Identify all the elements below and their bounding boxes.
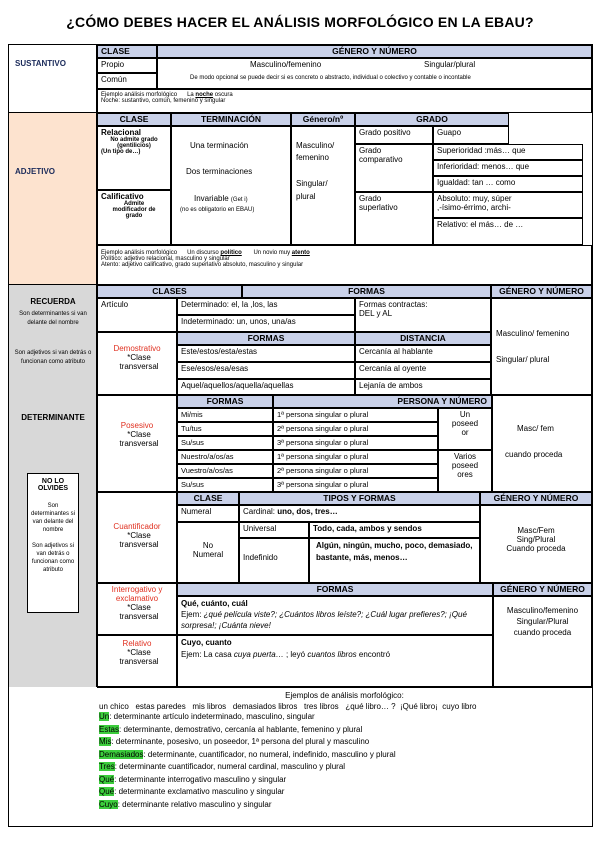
sust-sing-plural: Singular/plural xyxy=(424,60,476,69)
adj-t1: Una terminación xyxy=(190,141,249,150)
ejemplo-word: Qué xyxy=(99,787,115,796)
recuerda-label: RECUERDA xyxy=(30,297,76,306)
art-gn-header: GÉNERO Y NÚMERO xyxy=(491,285,592,298)
posesivo-label: Posesivo xyxy=(120,421,154,430)
cuant-gn-cell: Masc/Fem Sing/Plural Cuando proceda xyxy=(480,505,592,583)
adj-ej3: Atento: adjetivo calificativo, grado superlativo absoluto, masculino y singular xyxy=(101,262,304,268)
sust-ej1: Ejemplo análisis morfológico La noche oscura xyxy=(101,92,233,98)
adj-ej1: Ejemplo análisis morfológico Un discurso político Un novio muy atento xyxy=(101,250,310,256)
adj-positivo: Grado positivo xyxy=(355,126,433,144)
interrogativo-clase: *Clase transversal xyxy=(119,603,159,621)
pos-forma: Su/sus xyxy=(177,478,273,492)
cuant-indef-f: Algún, ningún, mucho, poco, demasiado, bastante, más, menos… xyxy=(309,538,480,583)
cuant-numeral: Numeral xyxy=(177,505,239,522)
recuerda-note1: Son determinantes si van delante del nombre xyxy=(19,311,87,326)
pos-persona: 2ª persona singular o plural xyxy=(273,422,438,436)
cuantificador-cell xyxy=(97,492,177,583)
sust-note: De modo opcional se puede decir si es concreto o abstracto, individual o colectivo y contable o incontable xyxy=(190,75,471,81)
adj-t3: Invariable (Get i) xyxy=(194,194,248,203)
int-formas: Qué, cuánto, cuál xyxy=(181,599,248,608)
cuantificador-clase: *Clase transversal xyxy=(119,531,159,549)
art-contractas: Formas contractas: DEL y AL xyxy=(355,298,491,332)
adj-gen-header: Género/nº xyxy=(291,113,355,126)
pos-forma: Vuestro/a/os/as xyxy=(177,464,273,478)
demostrativo-clase: *Clase transversal xyxy=(119,353,159,371)
interrogativo-cell xyxy=(97,583,177,635)
ejemplo-text: : determinante relativo masculino y singular xyxy=(117,799,272,809)
adj-example xyxy=(97,245,592,285)
dem-f3: Aquel/aquellos/aquella/aquellas xyxy=(177,379,355,395)
cuantificador-label: Cuantificador xyxy=(113,522,161,531)
nolo-note1: Son determinantes si van delante del nombre xyxy=(30,503,76,533)
pos-forma: Nuestro/a/os/as xyxy=(177,450,273,464)
ejemplo-item xyxy=(99,724,592,737)
ejemplo-text: : determinante cuantificador, numeral cardinal, masculino y plural xyxy=(114,762,346,771)
adj-term-header: TERMINACIÓN xyxy=(171,113,291,126)
art-gn1: Masculino/ femenino xyxy=(496,329,570,338)
ejemplo-item xyxy=(99,761,592,774)
nolo-note2: Son adjetivos si van detrás o funcionan como atributo xyxy=(31,543,75,573)
cuant-universal: Universal xyxy=(239,522,309,538)
ejemplo-item xyxy=(99,749,592,762)
pos-gn-cell xyxy=(492,395,592,492)
pos-varios-poseedores: Varios poseed ores xyxy=(438,450,492,492)
ejemplo-word: Demasiados xyxy=(99,749,144,759)
pos-formas-header: FORMAS xyxy=(177,395,273,408)
adj-positivo-ej: Guapo xyxy=(433,126,509,144)
adj-g2: femenino xyxy=(296,153,329,162)
sust-masc-fem: Masculino/femenino xyxy=(250,60,322,69)
ejemplo-item xyxy=(99,774,592,787)
ejemplo-word: Mis xyxy=(99,737,112,746)
ejemplo-item xyxy=(99,786,592,799)
recuerda-note2: Son adjetivos si van detrás o funcionan como atributo xyxy=(14,350,92,365)
cuant-indefinido: Indefinido xyxy=(239,538,309,583)
ejemplo-word: Un xyxy=(99,712,110,721)
dem-d3: Lejanía de ambos xyxy=(355,379,491,395)
ejemplo-text: : determinante artículo indeterminado, masculino, singular xyxy=(109,712,315,721)
sust-ej2: Noche: sustantivo, común, femenino y singular xyxy=(101,98,226,104)
cuant-universal-f: Todo, cada, ambos y sendos xyxy=(309,522,480,538)
adj-igu-comp: Igualdad: tan … como xyxy=(433,176,583,192)
dem-d2: Cercanía al oyente xyxy=(355,362,491,379)
adj-relacional-cell xyxy=(97,126,171,190)
dem-formas-header: FORMAS xyxy=(177,332,355,345)
cuant-gn-header: GÉNERO Y NÚMERO xyxy=(480,492,592,505)
adj-cal-note1: Admite xyxy=(123,201,145,207)
adj-genero-cell xyxy=(291,126,355,245)
pos-forma: Su/sus xyxy=(177,436,273,450)
ejemplo-text: : determinante exclamativo masculino y singular xyxy=(114,787,285,796)
cuant-tipos-header: TIPOS Y FORMAS xyxy=(239,492,480,505)
int-gn-cell: Masculino/femenino Singular/Plural cuando proceda xyxy=(493,596,592,687)
int-formas-header: FORMAS xyxy=(177,583,493,596)
relativo-label: Relativo xyxy=(122,639,152,648)
int-ejemplo: Ejem: ¿qué película viste?; ¿Cuántos libros leíste?; ¿Cuál lugar prefieres?; ¡Qué sorpresa!; ¡Cuánta nieve! xyxy=(181,610,467,630)
cuant-no-numeral: No Numeral xyxy=(177,522,239,583)
interrogativo-label2: exclamativo xyxy=(115,594,159,603)
art-det: Determinado: el, la ,los, las xyxy=(177,298,355,315)
relativo-clase: *Clase transversal xyxy=(119,648,159,666)
cuant-clase-header: CLASE xyxy=(177,492,239,505)
adj-cal-note2: modificador de xyxy=(112,207,156,213)
determinante-left-col xyxy=(9,285,97,687)
ejemplo-text: : determinante, demostrativo, cercanía al hablante, femenino y plural xyxy=(119,724,363,734)
ejemplos-title: Ejemplos de análisis morfológico: xyxy=(285,691,404,700)
sustantivo-label: SUSTANTIVO xyxy=(15,59,66,68)
pos-forma: Tu/tus xyxy=(177,422,273,436)
main-table xyxy=(8,44,593,827)
adj-cal-note3: grado xyxy=(125,213,143,219)
adj-terminacion-cell xyxy=(171,126,291,245)
pos-persona: 1ª persona singular o plural xyxy=(273,408,438,422)
adj-rel-note1: No admite grado xyxy=(110,137,158,143)
pos-persona: 3ª persona singular o plural xyxy=(273,478,438,492)
nolo-2: OLVIDES xyxy=(37,485,69,492)
no-lo-olvides-box xyxy=(27,473,79,613)
pos-persona: 3ª persona singular o plural xyxy=(273,436,438,450)
int-gn-header: GÉNERO Y NÚMERO xyxy=(493,583,592,596)
adj-g3: Singular/ xyxy=(296,179,328,188)
ejemplos-frase: un chico estas paredes mis libros demasiados libros tres libros ¿qué libro… ? ¡Qué libro¡ cuyo libro xyxy=(99,702,477,711)
sust-propio: Propio xyxy=(97,58,157,73)
art-gn-cell xyxy=(491,298,592,395)
demostrativo-label: Demostrativo xyxy=(113,344,161,353)
interrogativo-label1: Interrogativo y xyxy=(111,585,163,594)
nolo-1: NO LO xyxy=(41,478,65,485)
adj-relativo-sup: Relativo: el más… de … xyxy=(433,218,583,245)
ejemplo-item xyxy=(99,711,592,724)
pos-persona: 1ª persona singular o plural xyxy=(273,450,438,464)
dem-dist-header: DISTANCIA xyxy=(355,332,491,345)
ejemplos-list xyxy=(97,711,592,811)
ejemplo-text: : determinante interrogativo masculino y singular xyxy=(114,774,287,784)
demostrativo-cell xyxy=(97,332,177,395)
pos-un-poseedor: Un poseed or xyxy=(438,408,492,450)
page-title: ¿CÓMO DEBES HACER EL ANÁLISIS MORFOLÓGICO EN LA EBAU? xyxy=(66,14,534,30)
sustantivo-label-cell xyxy=(9,45,97,113)
dem-f2: Ese/esos/esa/esas xyxy=(177,362,355,379)
pos-persona-header: PERSONA Y NÚMERO xyxy=(273,395,492,408)
rel-ejemplo: Ejem: La casa cuya puerta… ; leyó cuantos libros encontró xyxy=(181,650,391,659)
determinante-label: DETERMINANTE xyxy=(21,413,85,422)
rel-formas: Cuyo, cuanto xyxy=(181,638,232,647)
rel-formas-cell xyxy=(177,635,493,687)
sust-comun: Común xyxy=(97,73,157,89)
ejemplos-cell xyxy=(97,687,592,826)
adj-superlativo: Grado superlativo xyxy=(355,192,433,245)
ejemplo-text: : determinante, cuantificador, no numeral, indefinido, masculino y plural xyxy=(143,749,396,759)
adjetivo-label: ADJETIVO xyxy=(15,167,56,176)
sust-clase-header: CLASE xyxy=(97,45,157,58)
adj-calificativo-cell xyxy=(97,190,171,245)
art-indet: Indeterminado: un, unos, una/as xyxy=(177,315,355,332)
adj-inf-comp: Inferioridad: menos… que xyxy=(433,160,583,176)
pos-persona: 2ª persona singular o plural xyxy=(273,464,438,478)
pos-forma: Mi/mis xyxy=(177,408,273,422)
int-formas-cell xyxy=(177,596,493,635)
posesivo-cell xyxy=(97,395,177,492)
cuant-cardinal: Cardinal: uno, dos, tres… xyxy=(239,505,480,522)
adj-ej2: Político: adjetivo relacional, masculino y singular xyxy=(101,256,230,262)
relativo-cell xyxy=(97,635,177,687)
ejemplo-word: Qué xyxy=(99,774,115,784)
pos-gn1: Masc/ fem xyxy=(517,424,554,433)
art-formas-header: FORMAS xyxy=(242,285,491,298)
sust-example xyxy=(97,89,592,113)
adj-sup-comp: Superioridad :más… que xyxy=(433,144,583,160)
articulo-label: Artículo xyxy=(97,298,177,332)
adj-t2: Dos terminaciones xyxy=(186,167,253,176)
ejemplo-word: Estas xyxy=(99,724,120,734)
ejemplo-text: : determinante, posesivo, un poseedor, 1ª persona del plural y masculino xyxy=(111,737,370,746)
adj-clase-header: CLASE xyxy=(97,113,171,126)
adj-relacional: Relacional xyxy=(101,128,142,137)
ejemplo-item xyxy=(99,736,592,749)
posesivo-clase: *Clase transversal xyxy=(119,430,159,448)
dem-d1: Cercanía al hablante xyxy=(355,345,491,362)
pos-gn2: cuando proceda xyxy=(505,450,563,459)
adj-rel-note3: (Un tipo de…) xyxy=(101,149,141,155)
adj-g1: Masculino/ xyxy=(296,141,335,150)
art-gn2: Singular/ plural xyxy=(496,355,550,364)
adj-comparativo: Grado comparativo xyxy=(355,144,433,192)
adj-t3-note: (no es obligatorio en EBAU) xyxy=(180,207,255,213)
sust-genero-header: GÉNERO Y NÚMERO xyxy=(157,45,592,58)
adj-grado-header: GRADO xyxy=(355,113,509,126)
ejemplo-word: Cuyo xyxy=(99,799,118,809)
dem-f1: Este/estos/esta/estas xyxy=(177,345,355,362)
adjetivo-label-cell xyxy=(9,113,97,285)
adj-rel-note2: (gentilicios) xyxy=(117,143,151,149)
art-clases-header: CLASES xyxy=(97,285,242,298)
adj-calificativo: Calificativo xyxy=(101,192,144,201)
adj-absoluto: Absoluto: muy, súper ,-ísimo-érrimo, archi- xyxy=(433,192,583,218)
ejemplo-word: Tres xyxy=(99,762,115,771)
ejemplo-item xyxy=(99,799,592,812)
adj-g4: plural xyxy=(296,192,316,201)
sust-genero-cell xyxy=(157,58,592,89)
